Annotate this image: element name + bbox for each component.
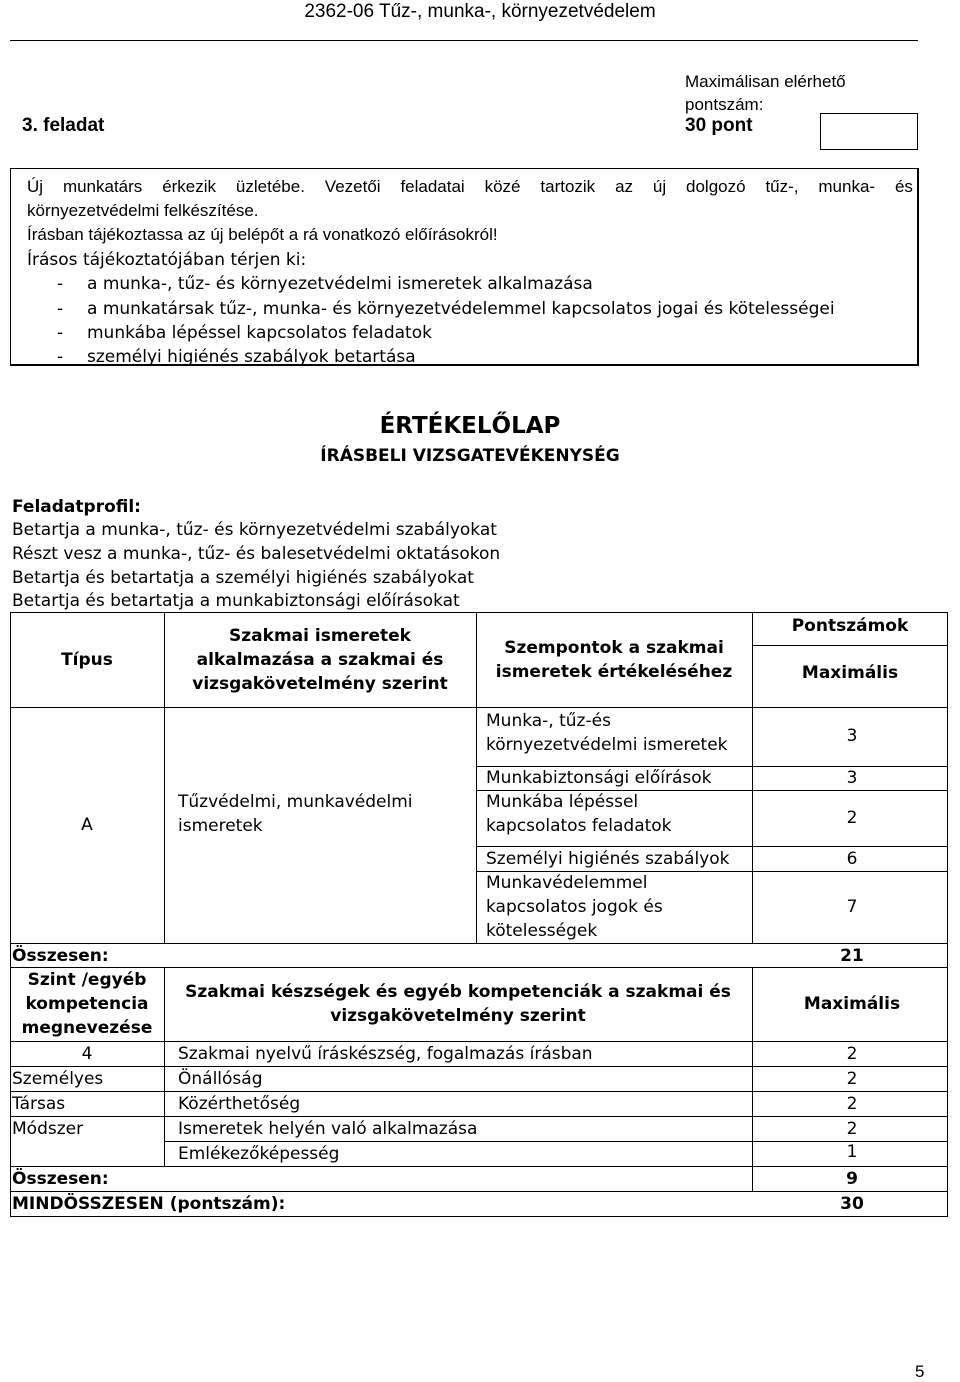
level-header-line: megnevezése <box>21 1018 153 1038</box>
criteria-cell <box>486 709 748 757</box>
header-knowledge <box>164 624 476 696</box>
criteria-points: 3 <box>846 726 858 746</box>
table-rule <box>10 707 948 708</box>
task-word: közé <box>484 177 521 196</box>
evaluation-subtitle: ÍRÁSBELI VIZSGATEVÉKENYSÉG <box>320 446 620 466</box>
criteria-cell <box>486 847 748 871</box>
header-criteria <box>476 636 752 684</box>
max-points-label <box>685 70 875 116</box>
sum-label: Összesen: <box>12 1169 109 1189</box>
task-bullet-text: személyi higiénés szabályok betartása <box>87 347 416 367</box>
criteria-points: 3 <box>846 768 858 788</box>
knowledge-value-line: Tűzvédelmi, munkavédelmi <box>178 792 413 812</box>
task-bullet: - munkába lépéssel kapcsolatos feladatok <box>57 323 432 343</box>
task-word: az <box>615 177 634 196</box>
criteria-line: Munkabiztonsági előírások <box>486 768 712 788</box>
sum-value: 21 <box>840 946 864 966</box>
skill-level: 4 <box>81 1044 93 1064</box>
task-line-1 <box>27 175 913 199</box>
score-box <box>820 113 918 150</box>
header-criteria-line: ismeretek értékeléséhez <box>495 662 733 682</box>
task-box <box>10 168 919 366</box>
task-line-4: Írásos tájékoztatójában térjen ki: <box>27 250 307 270</box>
skill-level: Módszer <box>12 1119 84 1139</box>
criteria-points: 6 <box>846 849 858 869</box>
criteria-cell <box>486 871 748 943</box>
skill-points: 2 <box>846 1094 858 1114</box>
task-bullet: - a munkatársak tűz-, munka- és környezetvédelemmel kapcsolatos jogai és kötelességei <box>57 299 835 319</box>
task-word: feladatai <box>400 177 465 196</box>
criteria-line: Munkavédelemmel <box>486 873 648 893</box>
sum-label: Összesen: <box>12 946 109 966</box>
task-line-2: környezetvédelmi felkészítése. <box>27 201 259 220</box>
task-bullet-text: a munkatársak tűz-, munka- és környezetvédelemmel kapcsolatos jogai és kötelességei <box>87 299 835 319</box>
skills-max-header: Maximális <box>803 994 901 1014</box>
task-word: tartozik <box>540 177 596 196</box>
task-word: Új <box>27 177 44 196</box>
table-rule <box>752 645 948 646</box>
table-rule <box>10 612 948 613</box>
criteria-line: Munka-, tűz-és <box>486 711 611 731</box>
profile-heading: Feladatprofil: <box>12 497 141 517</box>
skill-name: Szakmai nyelvű íráskészség, fogalmazás írásban <box>178 1044 593 1064</box>
profile-line: Betartja és betartatja a személyi higiénés szabályokat <box>12 568 474 588</box>
criteria-cell <box>486 790 748 838</box>
max-points-value: 30 pont <box>685 115 753 136</box>
profile-line: Betartja és betartatja a munkabiztonsági előírásokat <box>12 591 460 611</box>
criteria-line: környezetvédelmi ismeretek <box>486 735 728 755</box>
criteria-line: Személyi higiénés szabályok <box>486 849 730 869</box>
header-points: Pontszámok <box>791 616 909 636</box>
criteria-line: kapcsolatos jogok és <box>486 897 663 917</box>
task-bullet: - személyi higiénés szabályok betartása <box>57 347 416 367</box>
skill-points: 1 <box>846 1142 858 1162</box>
skills-header-line: vizsgakövetelmény szerint <box>330 1006 586 1026</box>
skill-level: Társas <box>12 1094 66 1114</box>
task-word: munka- <box>818 177 876 196</box>
skill-points: 2 <box>846 1069 858 1089</box>
header-max: Maximális <box>801 663 899 683</box>
skill-name: Emlékezőképesség <box>178 1144 340 1164</box>
evaluation-title: ÉRTÉKELŐLAP <box>379 413 561 439</box>
task-word: dolgozó <box>686 177 746 196</box>
task-word: új <box>652 177 667 196</box>
level-header-line: kompetencia <box>25 994 149 1014</box>
task-bullet-text: a munka-, tűz- és környezetvédelmi ismeretek alkalmazása <box>87 274 593 294</box>
header-criteria-line: Szempontok a szakmai <box>504 638 724 658</box>
criteria-points: 2 <box>846 808 858 828</box>
task-line-3: Írásban tájékoztassa az új belépőt a rá vonatkozó előírásokról! <box>27 225 498 244</box>
criteria-line: kapcsolatos feladatok <box>486 816 672 836</box>
knowledge-value <box>178 790 468 838</box>
type-value: A <box>81 815 93 835</box>
document-title: 2362-06 Tűz-, munka-, környezetvédelem <box>304 1 656 22</box>
level-header <box>10 968 164 1040</box>
sum-value: 9 <box>846 1169 858 1189</box>
task-bullet: - a munka-, tűz- és környezetvédelmi ismeretek alkalmazása <box>57 274 593 294</box>
header-rule <box>10 40 918 41</box>
header-type: Típus <box>61 650 113 670</box>
total-value: 30 <box>840 1194 864 1214</box>
task-label: 3. feladat <box>22 115 105 136</box>
skill-level: Személyes <box>12 1069 104 1089</box>
skill-name: Önállóság <box>178 1069 263 1089</box>
criteria-line: kötelességek <box>486 921 598 941</box>
profile-line: Részt vesz a munka-, tűz- és balesetvédelmi oktatásokon <box>12 544 501 564</box>
profile-line: Betartja a munka-, tűz- és környezetvédelmi szabályokat <box>12 520 497 540</box>
criteria-cell <box>486 766 748 790</box>
criteria-points: 7 <box>846 897 858 917</box>
task-word: és <box>894 177 913 196</box>
skill-name: Közérthetőség <box>178 1094 301 1114</box>
max-points-label-line-2: pontszám: <box>685 95 764 114</box>
knowledge-value-line: ismeretek <box>178 816 263 836</box>
skills-header <box>164 980 752 1028</box>
task-word: Vezetői <box>324 177 381 196</box>
task-word: érkezik <box>162 177 217 196</box>
max-points-label-line-1: Maximálisan elérhető <box>685 72 846 91</box>
task-bullet-text: munkába lépéssel kapcsolatos feladatok <box>87 323 432 343</box>
total-label: MINDÖSSZESEN (pontszám): <box>12 1194 286 1214</box>
page-number: 5 <box>915 1362 925 1381</box>
task-word: üzletébe. <box>235 177 305 196</box>
table-rule <box>10 612 11 1216</box>
skill-points: 2 <box>846 1119 858 1139</box>
skills-header-line: Szakmai készségek és egyéb kompetenciák a szakmai és <box>185 982 731 1002</box>
criteria-line: Munkába lépéssel <box>486 792 639 812</box>
skill-points: 2 <box>846 1044 858 1064</box>
header-knowledge-line: vizsgakövetelmény szerint <box>192 674 448 694</box>
header-knowledge-line: alkalmazása a szakmai és <box>196 650 444 670</box>
header-knowledge-line: Szakmai ismeretek <box>229 626 411 646</box>
table-rule <box>10 1216 948 1217</box>
task-word: tűz-, <box>765 177 799 196</box>
task-word: munkatárs <box>62 177 143 196</box>
skill-name: Ismeretek helyén való alkalmazása <box>178 1119 478 1139</box>
level-header-line: Szint /egyéb <box>27 970 147 990</box>
